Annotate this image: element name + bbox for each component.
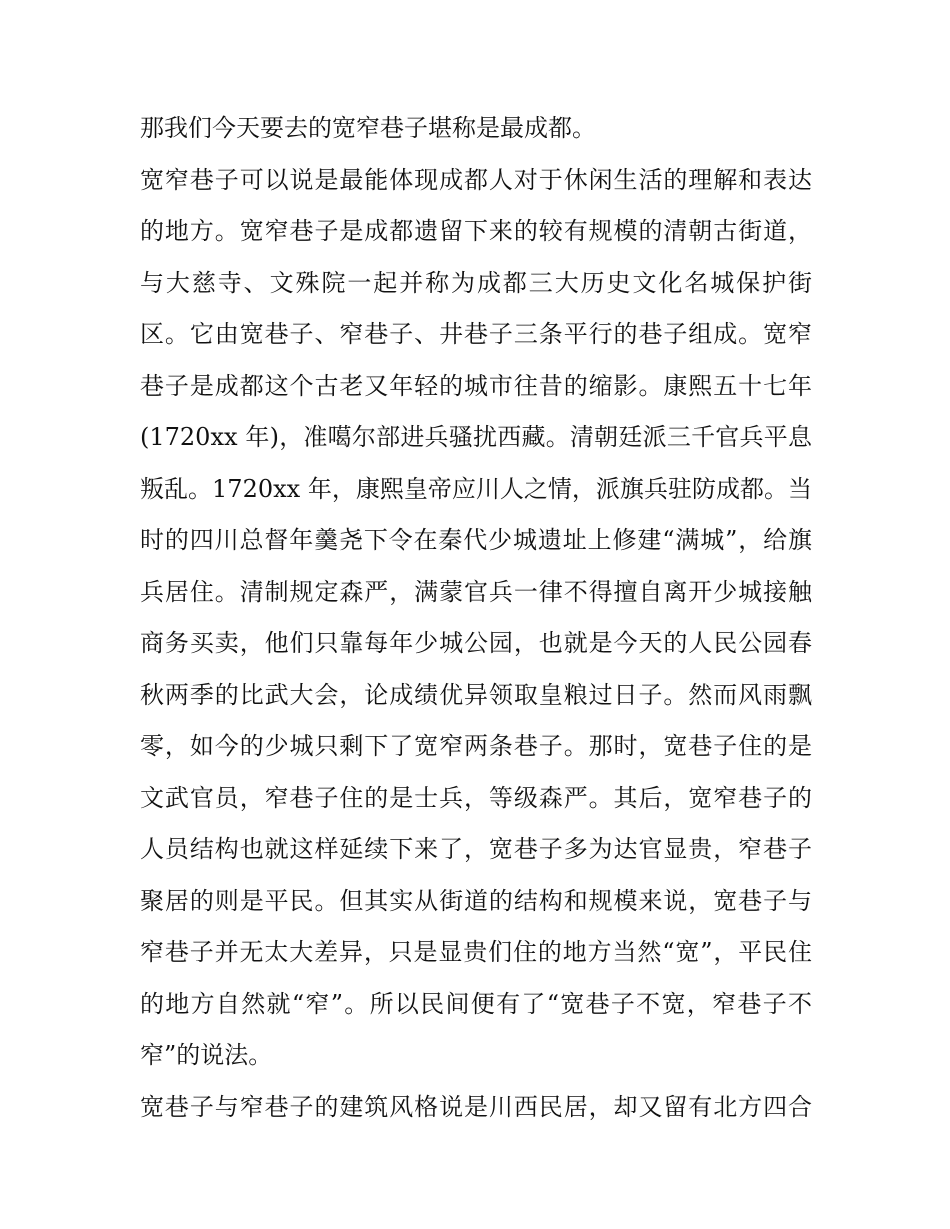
paragraph-line: 聚居的则是平民。但其实从街道的结构和规模来说，宽巷子与 xyxy=(140,886,812,915)
paragraph-line: 叛乱。1720xx 年，康熙皇帝应川人之情，派旗兵驻防成都。当 xyxy=(140,474,812,503)
paragraph-line: 商务买卖，他们只靠每年少城公园，也就是今天的人民公园春 xyxy=(140,629,812,657)
paragraph-line: 文武官员，窄巷子住的是士兵，等级森严。其后，宽窄巷子的 xyxy=(140,783,812,812)
document-body xyxy=(140,103,812,1133)
paragraph-line: 窄”的说法。 xyxy=(140,1041,273,1069)
paragraph-line: 兵居住。清制规定森严，满蒙官兵一律不得擅自离开少城接触 xyxy=(140,577,812,606)
paragraph-line: 的地方自然就“窄”。所以民间便有了“宽巷子不宽，窄巷子不 xyxy=(140,989,812,1018)
paragraph-line: 秋两季的比武大会，论成绩优异领取皇粮过日子。然而风雨飘 xyxy=(140,680,812,709)
paragraph-line: 巷子是成都这个古老又年轻的城市往昔的缩影。康熙五十七年 xyxy=(140,371,812,400)
paragraph-line: 时的四川总督年羹尧下令在秦代少城遗址上修建“满城”，给旗 xyxy=(140,526,812,554)
paragraph-line: 人员结构也就这样延续下来了，宽巷子多为达官显贵，窄巷子 xyxy=(140,835,812,863)
paragraph-line: 区。它由宽巷子、窄巷子、井巷子三条平行的巷子组成。宽窄 xyxy=(140,320,812,348)
paragraph-line: 的地方。宽窄巷子是成都遗留下来的较有规模的清朝古街道， xyxy=(140,217,812,245)
paragraph-line: 那我们今天要去的宽窄巷子堪称是最成都。 xyxy=(140,114,596,142)
paragraph-line: 零，如今的少城只剩下了宽窄两条巷子。那时，宽巷子住的是 xyxy=(140,732,812,760)
paragraph-line: (1720xx 年)，准噶尔部进兵骚扰西藏。清朝廷派三千官兵平息 xyxy=(140,423,812,451)
paragraph-line: 宽窄巷子可以说是最能体现成都人对于休闲生活的理解和表达 xyxy=(140,165,812,194)
paragraph-line: 宽巷子与窄巷子的建筑风格说是川西民居，却又留有北方四合 xyxy=(140,1092,812,1121)
paragraph-line: 与大慈寺、文殊院一起并称为成都三大历史文化名城保护街 xyxy=(140,268,812,297)
paragraph-line: 窄巷子并无太大差异，只是显贵们住的地方当然“宽”，平民住 xyxy=(140,938,812,966)
